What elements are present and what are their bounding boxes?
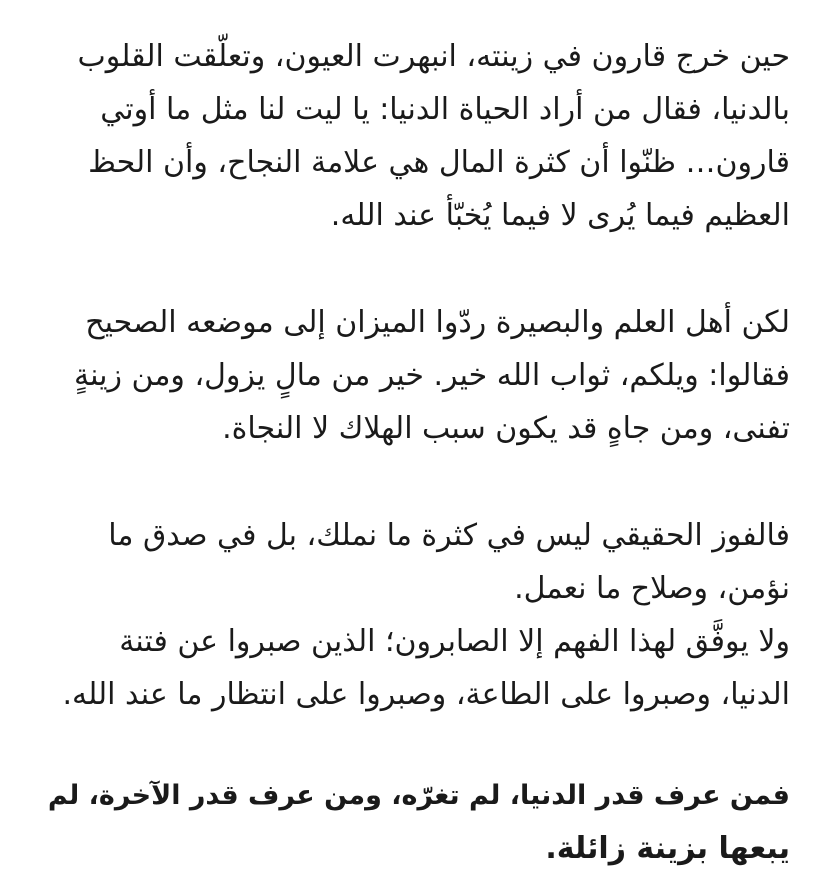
text-line: لكن أهل العلم والبصيرة ردّوا الميزان إلى موضعه الصحيح [85, 305, 790, 340]
paragraph-true-success [38, 509, 790, 721]
text-line: تفنى، ومن جاهٍ قد يكون سبب الهلاك لا النجاة. [222, 411, 790, 446]
text-line: نؤمن، وصلاح ما نعمل. [514, 571, 790, 606]
text-line: قارون… ظنّوا أن كثرة المال هي علامة النجاح، وأن الحظ [88, 145, 790, 180]
text-line: يبعها بزينة زائلة. [545, 831, 790, 866]
paragraph-spacer [38, 242, 790, 296]
text-line: فمن عرف قدر الدنيا، لم تغرّه، ومن عرف قدر الآخرة، لم [47, 780, 790, 811]
paragraph-people-of-knowledge [38, 296, 790, 455]
text-line: ولا يوفَّق لهذا الفهم إلا الصابرون؛ الذين صبروا عن فتنة [119, 624, 790, 659]
text-line: فقالوا: ويلكم، ثواب الله خير. خير من مالٍ يزول، ومن زينةٍ [74, 358, 790, 393]
paragraph-spacer [38, 455, 790, 509]
text-line: حين خرج قارون في زينته، انبهرت العيون، وتعلّقت القلوب [77, 39, 790, 74]
text-line: بالدنيا، فقال من أراد الحياة الدنيا: يا ليت لنا مثل ما أوتي [100, 92, 790, 127]
paragraph-qarun [38, 30, 790, 242]
paragraph-conclusion [38, 769, 790, 875]
text-line: الدنيا، وصبروا على الطاعة، وصبروا على انتظار ما عند الله. [62, 677, 790, 712]
paragraph-spacer [38, 721, 790, 775]
post-text [38, 30, 790, 875]
text-line: العظيم فيما يُرى لا فيما يُخبّأ عند الله. [330, 198, 790, 233]
text-line: فالفوز الحقيقي ليس في كثرة ما نملك، بل في صدق ما [108, 518, 790, 553]
